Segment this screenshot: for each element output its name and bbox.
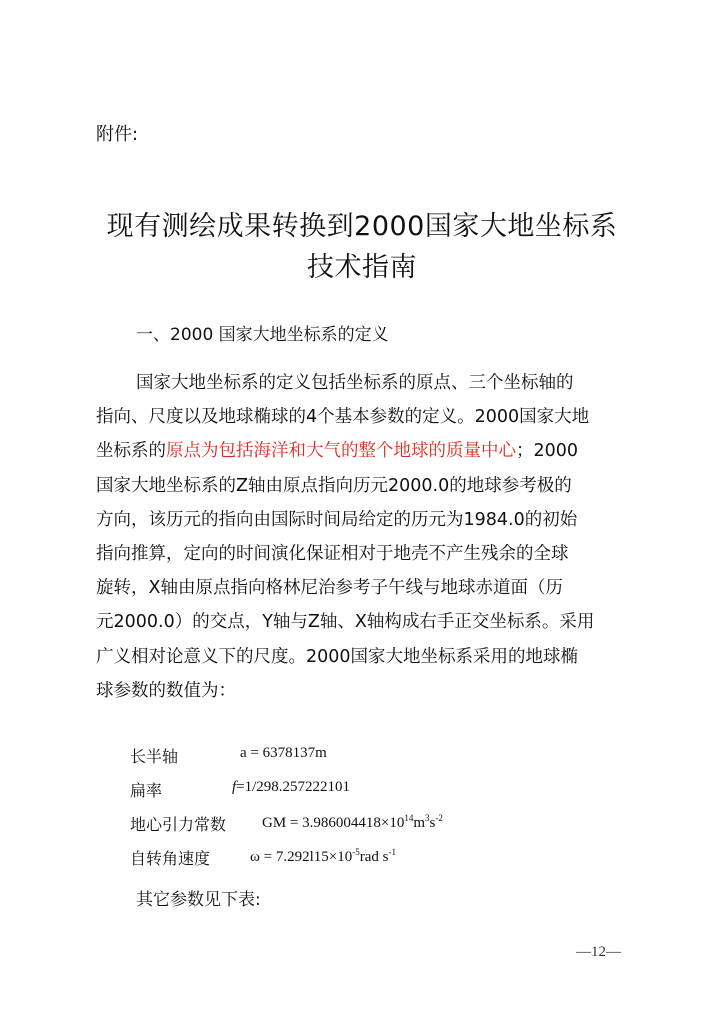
page-number: —12—	[576, 944, 621, 960]
document-title-line2: 技术指南	[307, 252, 417, 283]
highlighted-text: 原点为包括海洋和大气的整个地球的质量中心	[166, 441, 516, 462]
param-unit-exponent: -2	[435, 813, 443, 823]
param-value	[250, 847, 396, 866]
document-title-line1: 现有测绘成果转换到2000国家大地坐标系	[106, 211, 618, 242]
param-semi-major-axis	[130, 744, 327, 767]
param-name: 自转角速度	[130, 849, 211, 868]
paragraph-line: 球参数的数值为：	[96, 680, 236, 701]
param-unit: m	[413, 815, 426, 831]
section-heading: 一、2000 国家大地坐标系的定义	[136, 325, 389, 345]
param-value-text: =1/298.257222101	[236, 779, 351, 795]
param-name: 地心引力常数	[130, 815, 227, 834]
param-value	[262, 813, 443, 832]
paragraph-line: 旋转，X轴由原点指向格林尼治参考子午线与地球赤道面（历	[96, 578, 563, 599]
param-flattening	[130, 778, 351, 801]
param-value-text: ω = 7.292l15×10	[250, 849, 353, 865]
param-unit: s	[429, 815, 436, 831]
paragraph-line	[96, 434, 636, 468]
param-exponent: 14	[404, 813, 414, 823]
param-value-text: GM = 3.986004418×10	[262, 815, 405, 831]
param-exponent: -5	[352, 847, 360, 857]
note-text: 其它参数见下表:	[136, 890, 261, 910]
param-name: 扁率	[130, 781, 163, 800]
paragraph-line: 指向推算，定向的时间演化保证相对于地壳不产生残余的全球	[96, 544, 569, 565]
paragraph-line: 国家大地坐标系的定义包括坐标系的原点、三个坐标轴的	[136, 373, 574, 393]
text-span: ；2000	[516, 441, 579, 462]
text-span: 坐标系的	[96, 441, 166, 462]
param-unit-exponent: 3	[425, 813, 430, 823]
paragraph-line: 国家大地坐标系的Z轴由原点指向历元2000.0的地球参考极的	[96, 475, 572, 496]
definition-paragraph	[96, 366, 636, 708]
param-value	[232, 779, 350, 796]
param-value: a = 6378137m	[240, 745, 327, 761]
param-symbol: f	[232, 779, 237, 795]
annex-label: 附件:	[96, 124, 139, 145]
param-name: 长半轴	[130, 747, 179, 766]
paragraph-line: 方向，该历元的指向由国际时间局给定的历元为1984.0的初始	[96, 509, 578, 530]
param-unit: rad s	[359, 849, 389, 865]
paragraph-line: 元2000.0）的交点，Y轴与Z轴、X轴构成右手正交坐标系。采用	[96, 612, 595, 633]
paragraph-line: 广义相对论意义下的尺度。2000国家大地坐标系采用的地球椭	[96, 646, 579, 667]
paragraph-line: 指向、尺度以及地球椭球的4个基本参数的定义。2000国家大地	[96, 407, 590, 428]
param-unit-exponent: -1	[388, 847, 396, 857]
